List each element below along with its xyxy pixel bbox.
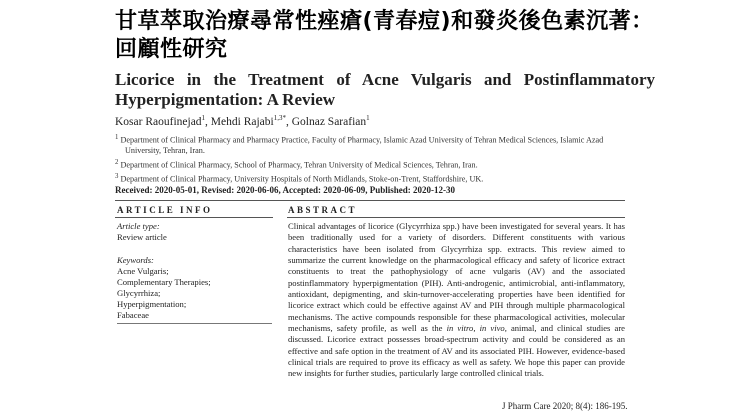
divider (115, 217, 273, 218)
affiliation (115, 158, 660, 171)
journal-citation: J Pharm Care 2020; 8(4): 186-195. (502, 401, 628, 411)
author-name: Kosar Raoufinejad (115, 115, 202, 128)
abstract-text: , animal, and clinical studies are discussed. Licorice extract possesses broad-spectrum activity and could be considered as an effective and safe option in the treatment of AV and its associated PIH. However, evidence-based clinical trials are required to prove its efficacy as well as safety. We hope this paper can provide new insights for further studies, particularly large controlled clinical trials. (288, 323, 625, 379)
abstract-text: Clinical advantages of licorice (Glycyrrhiza spp.) have been investigated for several years. It has been traditionally used for a variety of disorders. Different constituents with various characteristics have been isolated from Glycyrrhiza spp. extracts. This review aimed to summarize the current knowledge on the pharmacological efficacy and safety of licorice extract constituents to treat the pathophysiology of acne vulgaris (AV) and the associated postinflammatory hyperpigmentation (PIH). Anti-androgenic, antimicrobial, anti-inflammatory, antioxidant, depigmenting, and skin-turnover-accelerating properties have been identified for licorice extract which could be effective against AV and PIH through multiple pharmacological mechanisms. The active compounds responsible for these pharmacological activities, molecular mechanisms, safety profile, as well as the (288, 221, 625, 334)
article-info-heading: ARTICLE INFO (117, 205, 213, 215)
paper-title-line2: Hyperpigmentation: A Review (115, 90, 336, 109)
abstract-text-italic: in vitro, in vivo (446, 323, 505, 334)
affiliation-text-continued: University, Tehran, Iran. (125, 146, 205, 156)
affiliation-number: 1 (115, 134, 119, 141)
divider (287, 217, 625, 218)
divider (115, 200, 625, 201)
affiliations (115, 133, 660, 186)
publication-dates: Received: 2020-05-01, Revised: 2020-06-06, Accepted: 2020-06-09, Published: 2020-12-30 (115, 185, 455, 195)
author-affiliation-marker: 1 (366, 114, 370, 122)
keyword: Glycyrrhiza; (117, 288, 161, 298)
keyword: Acne Vulgaris; (117, 266, 169, 276)
author-affiliation-marker: 1 (201, 114, 206, 122)
affiliation (115, 133, 660, 157)
abstract-heading: ABSTRACT (288, 205, 358, 215)
chinese-title: 甘草萃取治療尋常性痤瘡(青春痘)和發炎後色素沉著：回顧性研究 (115, 9, 654, 62)
keywords-label: Keywords: (117, 255, 154, 265)
affiliation-number: 2 (115, 158, 119, 166)
affiliation-text: Department of Clinical Pharmacy and Pharmacy Practice, Faculty of Pharmacy, Islamic Azad University of Tehran Medical Sciences, Islamic Azad (120, 135, 604, 145)
keyword: Hyperpigmentation; (117, 299, 187, 309)
keyword: Fabaceae (117, 310, 272, 324)
paper-title (115, 70, 655, 110)
article-info (117, 221, 277, 324)
author-name: Golnaz Sarafian (291, 115, 367, 128)
paper-title-line1: Licorice in the Treatment of Acne Vulgaris and Postinflammatory (115, 70, 655, 89)
author-name: Mehdi Rajabi (210, 115, 274, 128)
author-list: Kosar Raoufinejad$^1$, Mehdi Rajabi$^{1,3*}$, Golnaz Sarafian$^1$ (115, 114, 370, 128)
affiliation-text: Department of Clinical Pharmacy, School of Pharmacy, Tehran University of Medical Sciences, Tehran, Iran. (120, 160, 478, 170)
affiliation-number: 3 (115, 172, 119, 180)
affiliation-text: Department of Clinical Pharmacy, University Hospitals of North Midlands, Stoke-on-Trent, Staffordshire, UK. (120, 174, 484, 184)
author-affiliation-marker: 1,3* (273, 114, 286, 122)
article-type-label: Article type: (117, 221, 160, 231)
affiliation (115, 172, 660, 185)
keyword: Complementary Therapies; (117, 277, 211, 287)
article-type-value: Review article (117, 232, 167, 242)
abstract-body (288, 221, 625, 380)
